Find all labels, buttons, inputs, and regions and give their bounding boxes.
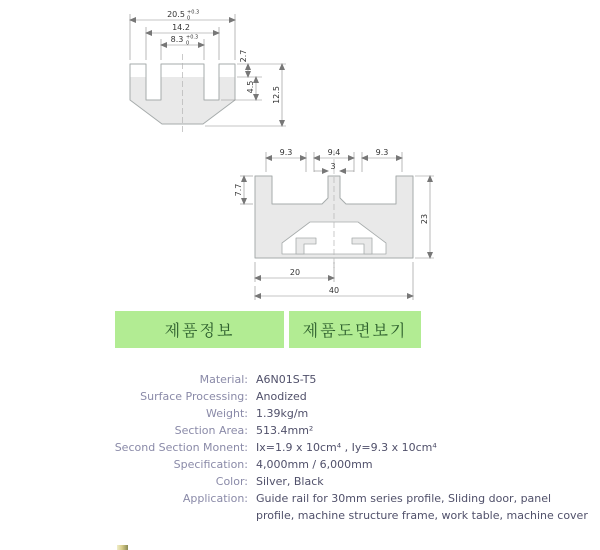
cutoff-partial-element [117,545,128,550]
dim-inner-width-tol-dn: 0 [186,40,190,47]
spec-label: Material: [199,373,248,386]
dim-right-slot: 9.3 [375,148,389,157]
dim-lip-height: 2.7 [239,49,248,63]
spec-list [0,371,600,524]
dim-total-height2: 23 [420,213,429,225]
spec-value: 1.39kg/m [256,407,309,420]
dim-center-span: 9.4 [327,148,341,157]
dim-inner-width-tol-up: +0.3 [186,34,199,41]
dim-half-width: 20 [289,268,301,277]
spec-label: Second Section Monent: [114,441,248,454]
dim-overall-width-tol-up: +0.3 [187,9,200,16]
dim-slot-depth1: 4.5 [246,80,255,94]
dim-rib-width: 3 [330,162,336,171]
dim-overall-width: 20.5 [167,10,185,19]
spec-value: Ix=1.9 x 10cm⁴ , Iy=9.3 x 10cm⁴ [256,441,437,454]
spec-row-application [0,490,600,524]
dim-left-slot: 9.3 [279,148,293,157]
spec-value: Guide rail for 30mm series profile, Sliding door, panel profile, machine structure frame, work table, machine cover [256,492,588,522]
product-drawing-view-button[interactable]: 제품도면보기 [289,311,421,348]
spec-row-surface-processing [0,388,600,405]
spec-row-color [0,473,600,490]
spec-label: Weight: [205,407,248,420]
spec-value: Anodized [256,390,307,403]
spec-row-weight [0,405,600,422]
spec-row-section-area [0,422,600,439]
dim-inner-width: 8.3 [170,35,184,44]
spec-row-second-section-moment [0,439,600,456]
dim-total-height1: 12.5 [272,86,281,104]
spec-label: Section Area: [174,424,248,437]
dim-slot-depth2: 7.7 [234,183,243,197]
dim-total-width: 40 [328,286,340,295]
drawing-2 [234,148,434,300]
spec-label: Surface Processing: [140,390,248,403]
spec-row-specification [0,456,600,473]
dim-overall-width-tol-dn: 0 [187,15,191,22]
spec-value: 4,000mm / 6,000mm [256,458,373,471]
spec-label: Specification: [173,458,248,471]
spec-row-material [0,371,600,388]
dim-groove-span: 14.2 [172,23,190,32]
spec-label: Application: [182,492,248,505]
spec-label: Color: [215,475,248,488]
spec-value: 513.4mm² [256,424,314,437]
spec-value: A6N01S-T5 [256,373,317,386]
drawing-1 [130,10,286,135]
spec-value: Silver, Black [256,475,324,488]
product-info-button[interactable]: 제품정보 [115,311,284,348]
